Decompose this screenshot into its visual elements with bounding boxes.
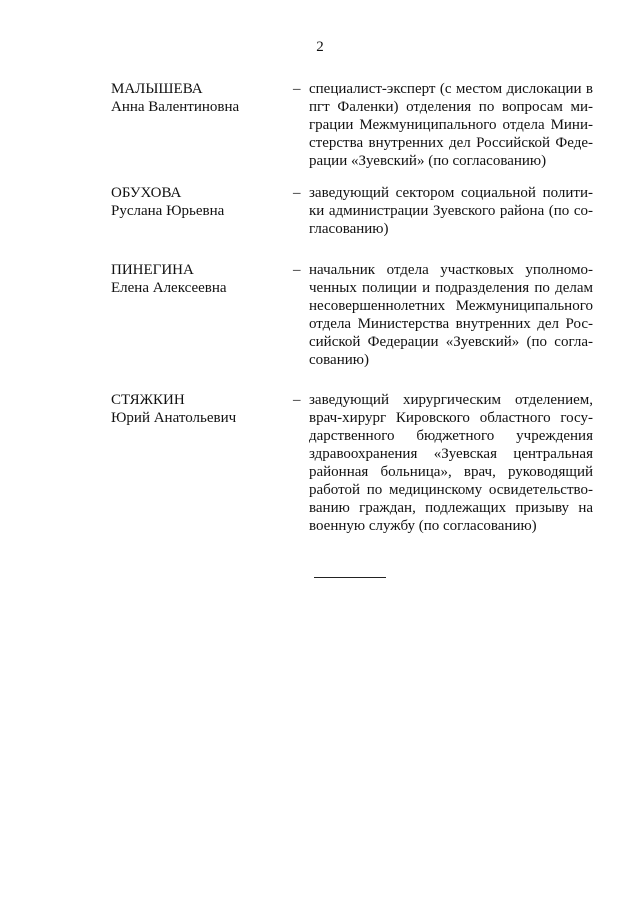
member-given-names: Руслана Юрьевна <box>111 203 225 219</box>
page-number: 2 <box>316 39 324 55</box>
member-position: начальник отдела участковых уполномоченных полиции и подразделения по делам несовершеннолетних Межмуниципального отдела Министерства внутренних дел Российской Федерации «Зуевский» (по согласованию) <box>309 262 593 368</box>
member-surname: ПИНЕГИНА <box>111 262 194 278</box>
member-name <box>111 391 291 427</box>
member-given-names: Юрий Анатольевич <box>111 410 237 426</box>
member-surname: ОБУХОВА <box>111 185 182 201</box>
member-given-names: Анна Валентиновна <box>111 99 240 115</box>
member-position: заведующий сектором социальной политики администрации Зуевского района (по согласованию) <box>309 185 593 237</box>
dash-separator: – <box>293 81 301 97</box>
member-name <box>111 80 291 116</box>
dash-separator: – <box>293 392 301 408</box>
member-position: специалист-эксперт (с местом дислокации в пгт Фаленки) отделения по вопросам миграции Межмуниципального отдела Министерства внутренних дел Российской Федерации «Зуевский» (по согласованию) <box>309 81 593 169</box>
dash-separator: – <box>293 185 301 201</box>
member-surname: СТЯЖКИН <box>111 392 185 408</box>
member-name <box>111 184 291 220</box>
member-name <box>111 261 291 297</box>
member-position: заведующий хирургическим отделением, врач-хирург Кировского областного государственного бюджетного учреждения здравоохранения «Зуевская центральная районная больница», врач, руководящий работой по медицинскому освидетельствованию граждан, подлежащих призыву на военную службу (по согласованию) <box>309 392 593 534</box>
member-given-names: Елена Алексеевна <box>111 280 227 296</box>
member-surname: МАЛЫШЕВА <box>111 81 203 97</box>
dash-separator: – <box>293 262 301 278</box>
end-of-list-rule <box>314 577 386 578</box>
